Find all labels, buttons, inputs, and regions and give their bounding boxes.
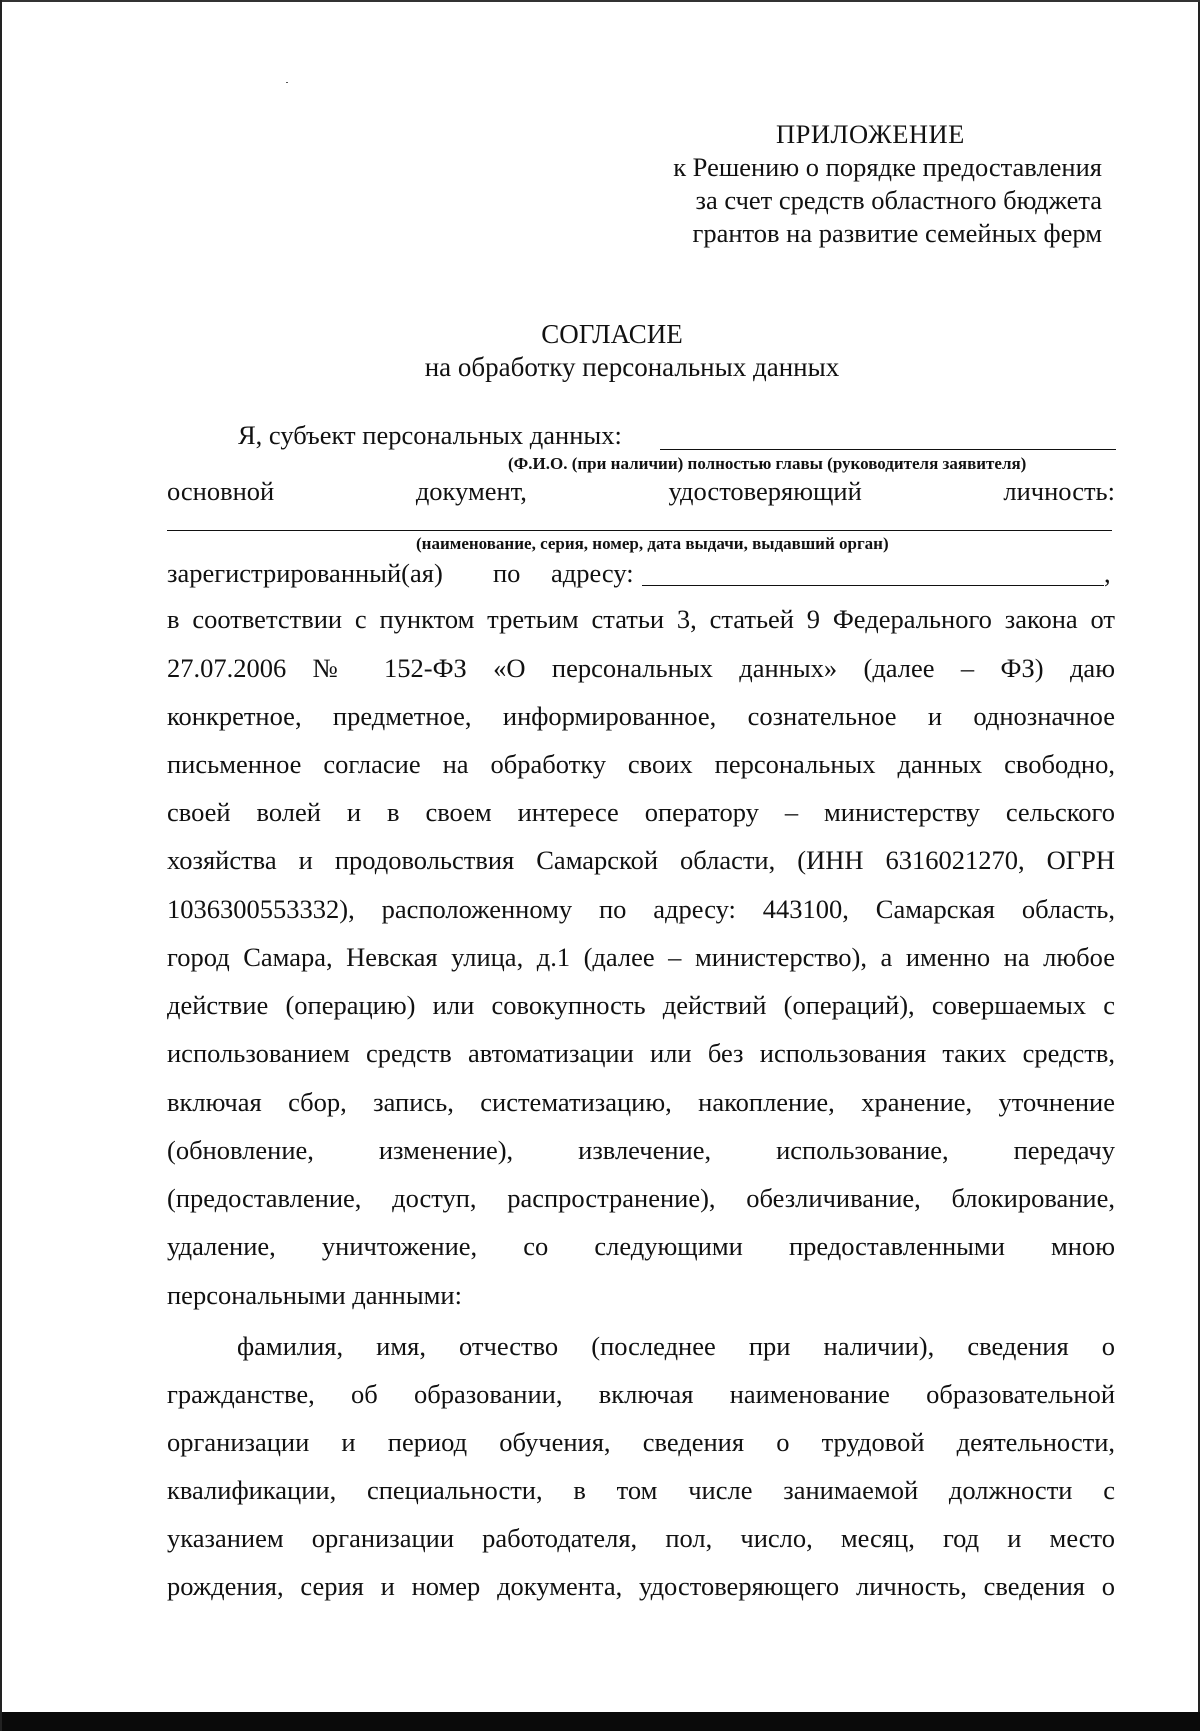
- appendix-line: за счет средств областного бюджета: [695, 185, 1102, 215]
- document-row: [167, 476, 1115, 506]
- body-line: действие (операцию) или совокупность действий (операций), совершаемых с: [167, 990, 1115, 1020]
- body-line: письменное согласие на обработку своих персональных данных свободно,: [167, 749, 1115, 779]
- document-caption: (наименование, серия, номер, дата выдачи, выдавший орган): [416, 534, 889, 553]
- body-line: удаление, уничтожение, со следующими предоставленными мною: [167, 1231, 1115, 1261]
- title-sub: на обработку персональных данных: [424, 352, 840, 382]
- subject-name-field[interactable]: [660, 449, 1116, 450]
- document-title: [2, 318, 1200, 384]
- subject-label: Я, субъект персональных данных:: [238, 420, 622, 450]
- body-line: 1036300553332), расположенному по адресу: 443100, Самарская область,: [167, 894, 1115, 924]
- body-line: персональными данными:: [167, 1280, 462, 1310]
- scan-bottom-edge: [2, 1712, 1200, 1731]
- document-field[interactable]: [167, 530, 1112, 531]
- body-line: город Самара, Невская улица, д.1 (далее – министерство), а именно на любое: [167, 942, 1115, 972]
- body-line: рождения, серия и номер документа, удостоверяющего личность, сведения о: [167, 1571, 1115, 1601]
- scan-top-edge: [2, 0, 1200, 2]
- body-line: использованием средств автоматизации или без использования таких средств,: [167, 1038, 1115, 1068]
- appendix-header: [562, 118, 1142, 250]
- document-word: основной: [167, 476, 275, 506]
- body-line: (обновление, изменение), извлечение, использование, передачу: [167, 1135, 1115, 1165]
- address-row: [167, 558, 443, 588]
- scan-speck: [286, 82, 288, 83]
- body-line: своей волей и в своем интересе оператору – министерству сельского: [167, 797, 1115, 827]
- body-line: квалификации, специальности, в том числе занимаемой должности с: [167, 1475, 1115, 1505]
- address-comma: ,: [1104, 558, 1111, 588]
- document-word: документ,: [415, 476, 527, 506]
- address-field[interactable]: [642, 585, 1104, 586]
- body-line: конкретное, предметное, информированное, сознательное и однозначное: [167, 701, 1115, 731]
- body-line: в соответствии с пунктом третьим статьи 3, статьей 9 Федерального закона от: [167, 604, 1115, 634]
- address-word: по: [493, 558, 521, 588]
- body-line: организации и период обучения, сведения о трудовой деятельности,: [167, 1427, 1115, 1457]
- subject-caption: (Ф.И.О. (при наличии) полностью главы (руководителя заявителя): [508, 454, 1027, 473]
- address-word: адресу:: [551, 558, 634, 588]
- body-line: указанием организации работодателя, пол, число, месяц, год и место: [167, 1523, 1115, 1553]
- document-word: удостоверяющий: [668, 476, 862, 506]
- body-line: включая сбор, запись, систематизацию, накопление, хранение, уточнение: [167, 1087, 1115, 1117]
- document-word: личность:: [1003, 476, 1115, 506]
- body-line: фамилия, имя, отчество (последнее при наличии), сведения о: [237, 1331, 1115, 1361]
- body-line: 27.07.2006 № 152-ФЗ «О персональных данных» (далее – ФЗ) даю: [167, 653, 1115, 683]
- appendix-heading: ПРИЛОЖЕНИЕ: [776, 119, 965, 149]
- title-main: СОГЛАСИЕ: [541, 319, 683, 349]
- body-line: хозяйства и продовольствия Самарской области, (ИНН 6316021270, ОГРН: [167, 845, 1115, 875]
- body-line: гражданстве, об образовании, включая наименование образовательной: [167, 1379, 1115, 1409]
- body-line: (предоставление, доступ, распространение), обезличивание, блокирование,: [167, 1183, 1115, 1213]
- appendix-line: к Решению о порядке предоставления: [673, 152, 1102, 182]
- address-word: зарегистрированный(ая): [167, 558, 443, 588]
- appendix-line: грантов на развитие семейных ферм: [692, 218, 1102, 248]
